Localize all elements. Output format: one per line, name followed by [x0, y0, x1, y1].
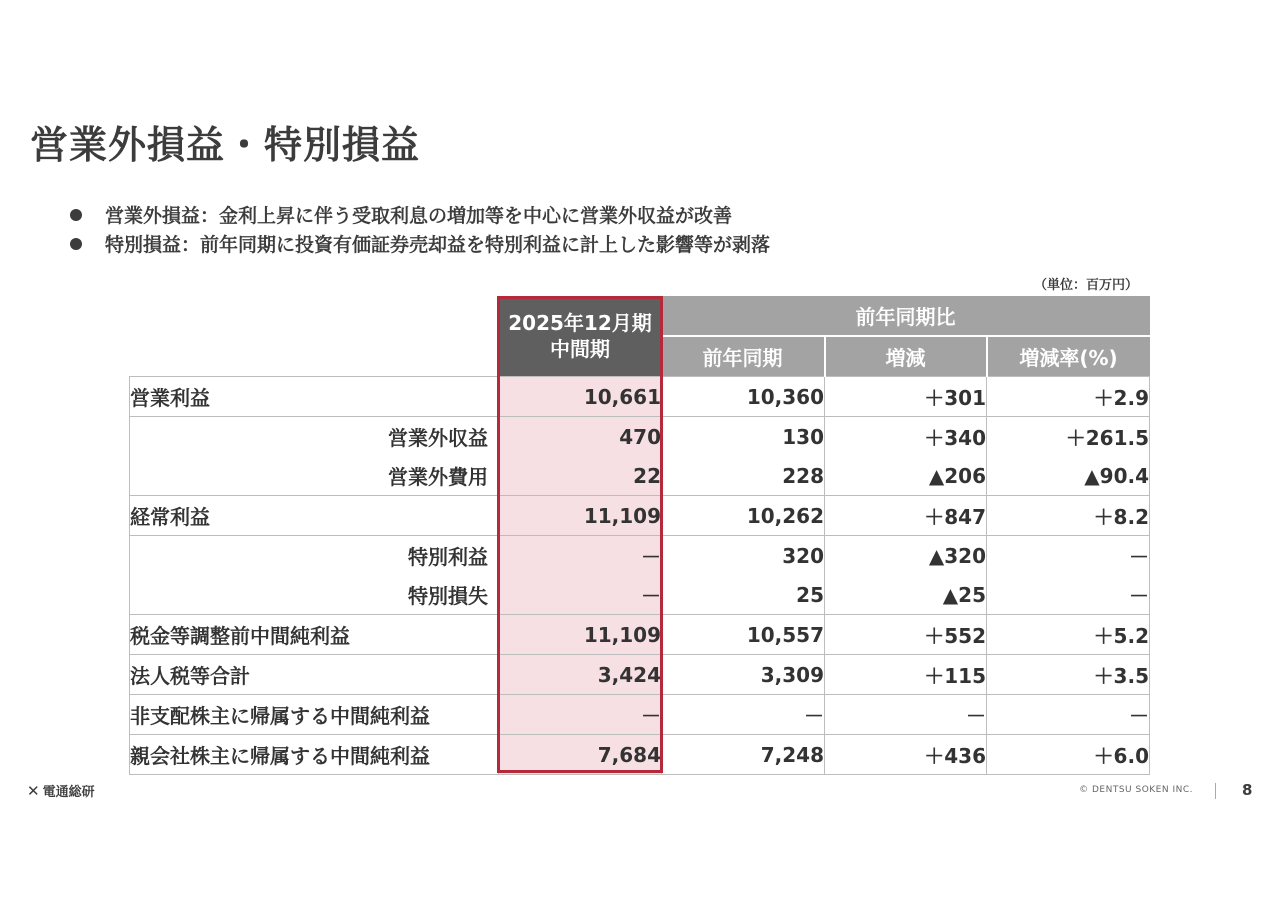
table-row [130, 417, 1150, 457]
current-value: － [499, 695, 662, 735]
row-label: 営業外収益 [130, 417, 499, 457]
empty-header-cell [130, 296, 499, 377]
page-number: 8 [1242, 781, 1253, 799]
prev-value: 10,557 [662, 615, 825, 655]
prev-value: 25 [662, 575, 825, 615]
bullet-text: 営業外損益：金利上昇に伴う受取利息の増加等を中心に営業外収益が改善 [105, 205, 733, 227]
current-value: 3,424 [499, 655, 662, 695]
page-title: 営業外損益・特別損益 [30, 123, 421, 167]
table-row [130, 575, 1150, 615]
prev-value: 7,248 [662, 735, 825, 775]
change-rate-header: 増減率(%) [987, 336, 1150, 377]
diff-value: ＋115 [825, 655, 987, 695]
current-value: 7,684 [499, 735, 662, 775]
rate-value: ▲90.4 [987, 456, 1150, 496]
prev-value: 228 [662, 456, 825, 496]
prev-value: － [662, 695, 825, 735]
diff-value: ▲206 [825, 456, 987, 496]
footer-divider [1215, 783, 1216, 799]
change-header: 増減 [825, 336, 987, 377]
bullet-text: 特別損益：前年同期に投資有価証券売却益を特別利益に計上した影響等が剥落 [105, 234, 771, 256]
rate-value: ＋261.5 [987, 417, 1150, 457]
bullet-dot-icon [70, 209, 82, 221]
current-value: 470 [499, 417, 662, 457]
rate-value: － [987, 575, 1150, 615]
rate-value: ＋5.2 [987, 615, 1150, 655]
prev-value: 320 [662, 536, 825, 576]
diff-value: ▲25 [825, 575, 987, 615]
yoy-group-header: 前年同期比 [662, 296, 1150, 336]
rate-value: ＋3.5 [987, 655, 1150, 695]
prev-value: 130 [662, 417, 825, 457]
row-label: 特別損失 [130, 575, 499, 615]
unit-label: （単位：百万円） [1033, 278, 1138, 293]
logo-text: 電通総研 [42, 785, 95, 800]
rate-value: ＋2.9 [987, 377, 1150, 417]
current-period-header [499, 296, 662, 377]
diff-value: ＋436 [825, 735, 987, 775]
row-label: 法人税等合計 [130, 655, 499, 695]
current-value: 22 [499, 456, 662, 496]
prev-value: 3,309 [662, 655, 825, 695]
current-value: 10,661 [499, 377, 662, 417]
prev-value: 10,360 [662, 377, 825, 417]
row-label: 親会社株主に帰属する中間純利益 [130, 735, 499, 775]
current-value: － [499, 536, 662, 576]
row-label: 税金等調整前中間純利益 [130, 615, 499, 655]
table-row [130, 655, 1150, 695]
table-row [130, 536, 1150, 576]
current-header-line2: 中間期 [550, 337, 610, 361]
bullet-dot-icon [70, 238, 82, 250]
rate-value: － [987, 536, 1150, 576]
rate-value: ＋6.0 [987, 735, 1150, 775]
row-label: 非支配株主に帰属する中間純利益 [130, 695, 499, 735]
table-row [130, 615, 1150, 655]
copyright-text: © DENTSU SOKEN INC. [1079, 785, 1193, 795]
table-row [130, 695, 1150, 735]
table-row [130, 496, 1150, 536]
bullet-item [68, 200, 770, 229]
rate-value: ＋8.2 [987, 496, 1150, 536]
bullet-list [68, 200, 770, 258]
row-label: 営業外費用 [130, 456, 499, 496]
company-logo [27, 781, 95, 800]
diff-value: － [825, 695, 987, 735]
diff-value: ＋340 [825, 417, 987, 457]
row-label: 営業利益 [130, 377, 499, 417]
current-header-line1: 2025年12月期 [508, 311, 652, 335]
row-label: 特別利益 [130, 536, 499, 576]
current-value: 11,109 [499, 496, 662, 536]
row-label: 経常利益 [130, 496, 499, 536]
bullet-item [68, 229, 770, 258]
current-value: 11,109 [499, 615, 662, 655]
table-row [130, 735, 1150, 775]
prev-period-header: 前年同期 [662, 336, 825, 377]
table-row [130, 456, 1150, 496]
current-value: － [499, 575, 662, 615]
financial-table [129, 296, 1150, 775]
prev-value: 10,262 [662, 496, 825, 536]
diff-value: ＋301 [825, 377, 987, 417]
diff-value: ＋847 [825, 496, 987, 536]
x-mark-icon: ✕ [27, 781, 40, 800]
table-row [130, 377, 1150, 417]
diff-value: ＋552 [825, 615, 987, 655]
diff-value: ▲320 [825, 536, 987, 576]
rate-value: － [987, 695, 1150, 735]
